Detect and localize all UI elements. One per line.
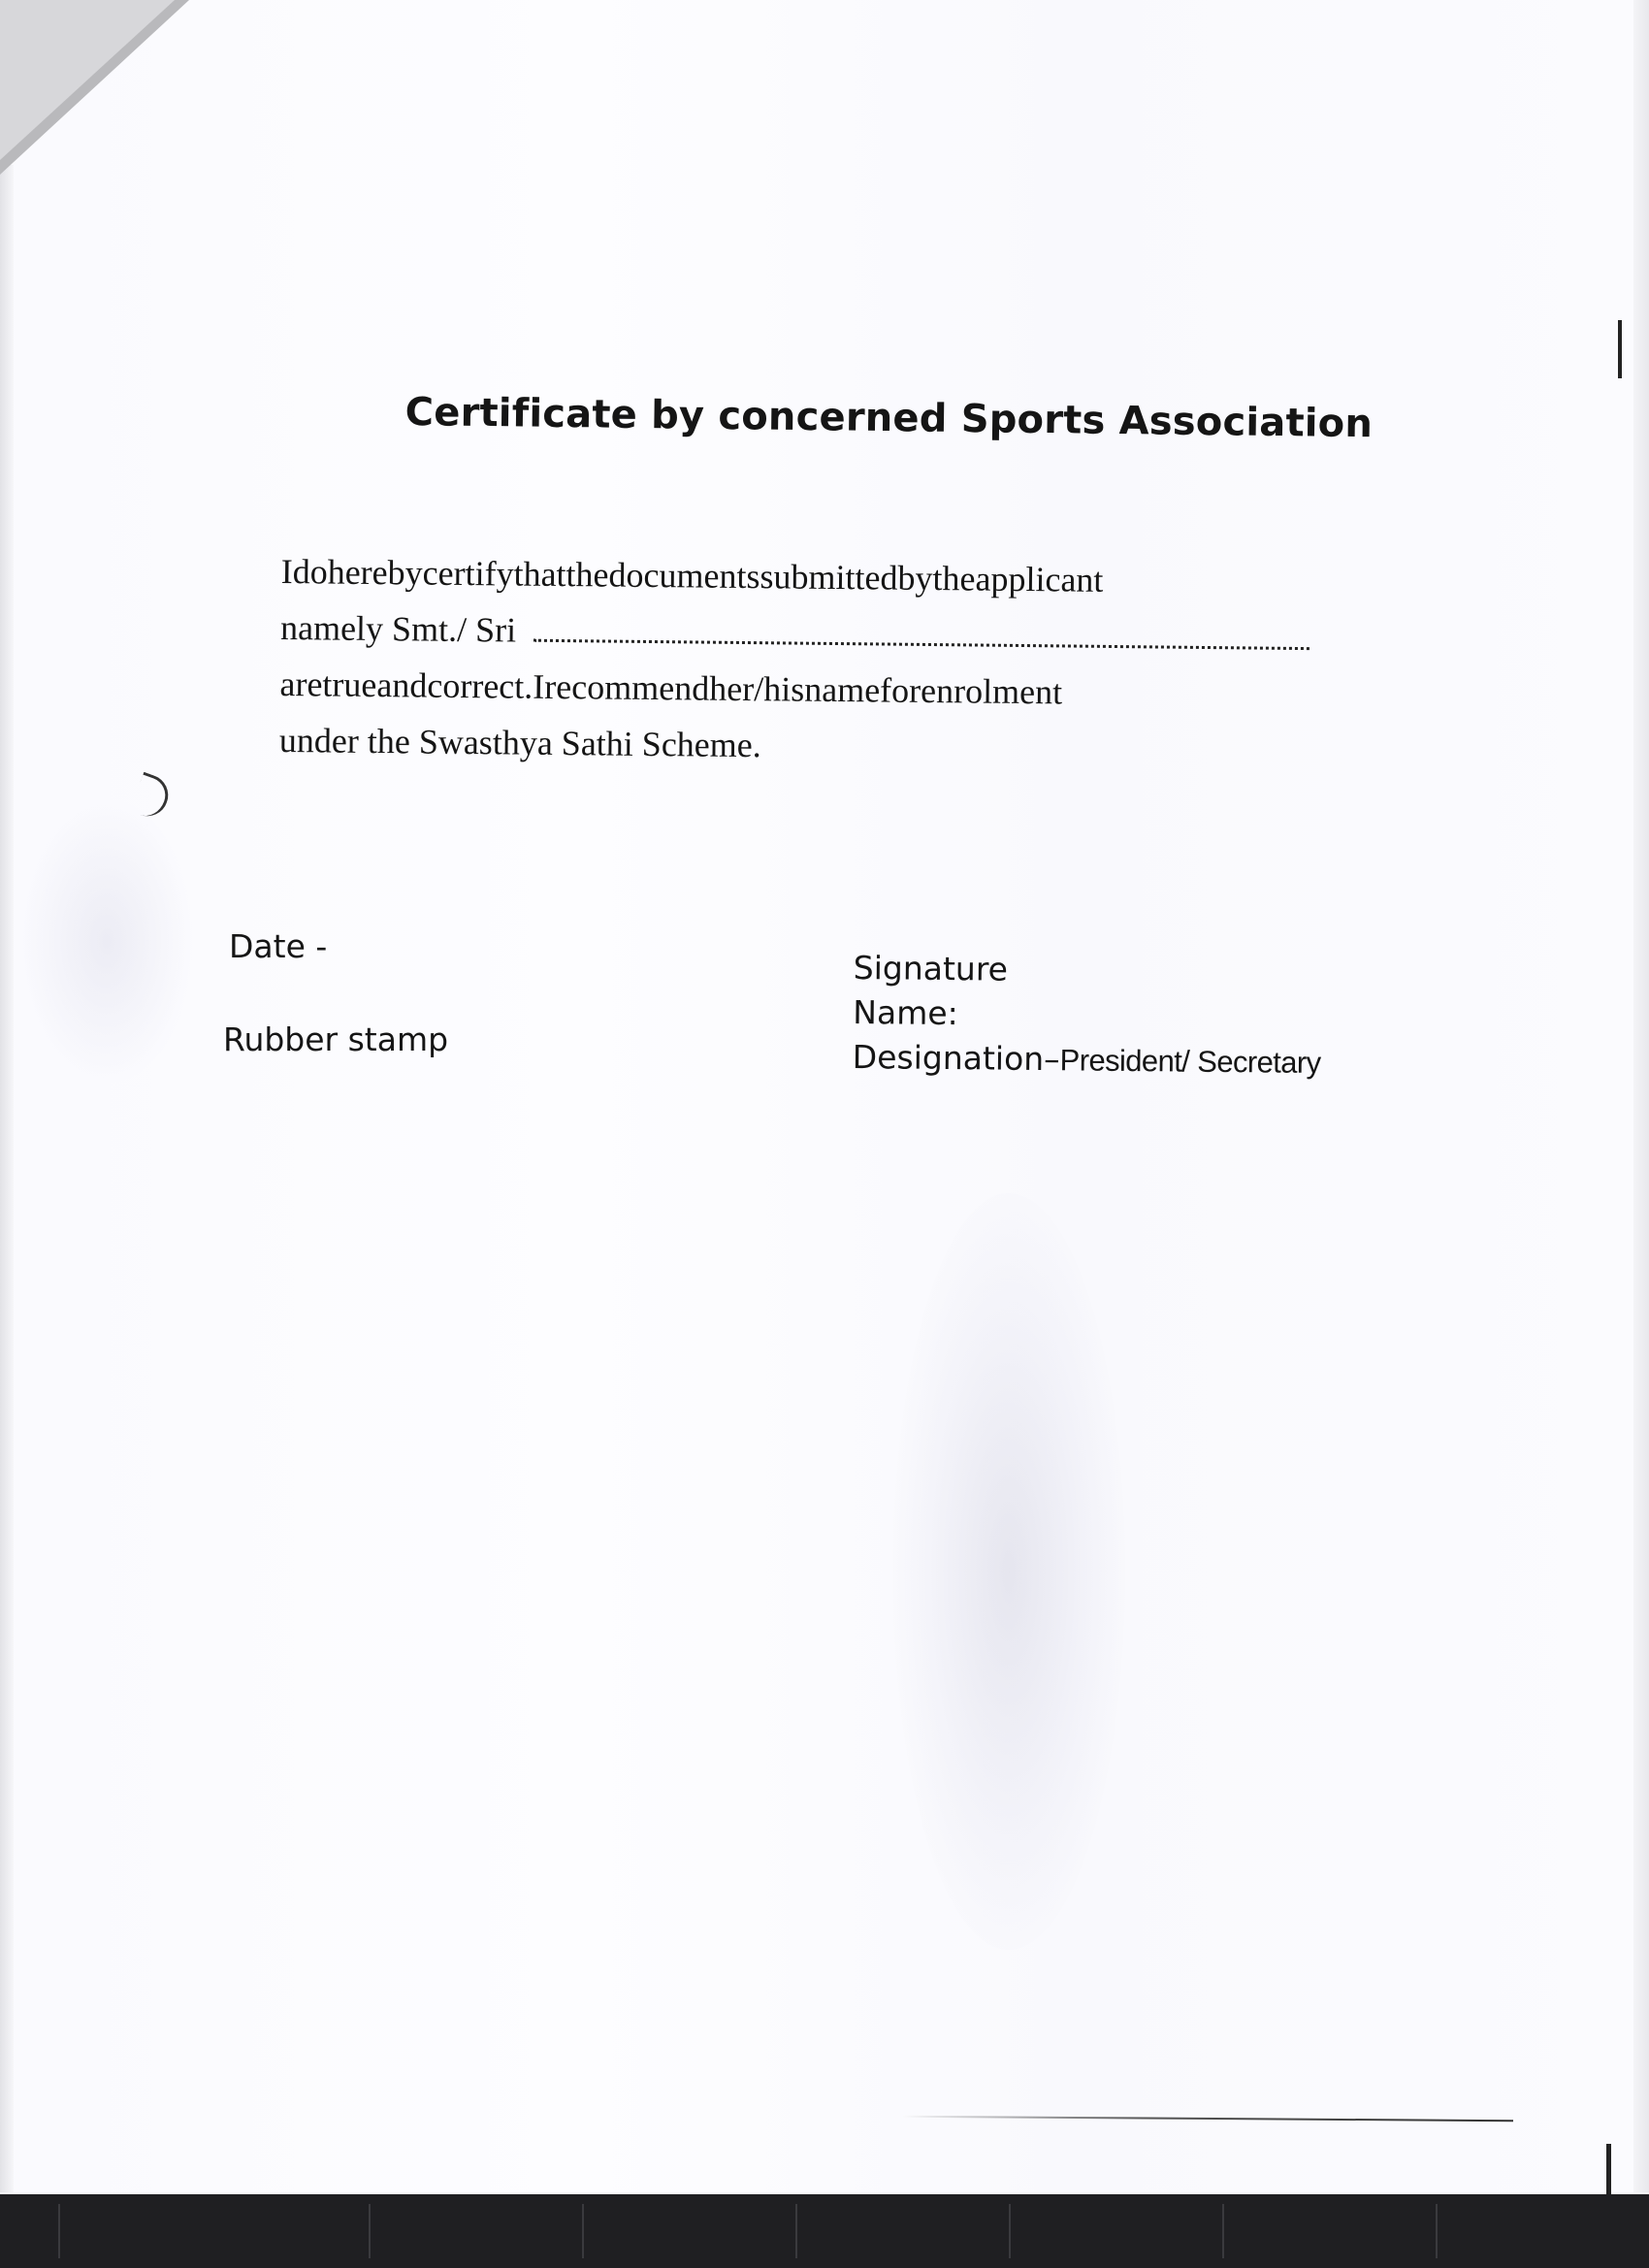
paragraph-word: certify bbox=[422, 553, 514, 594]
paragraph-word: true bbox=[322, 664, 377, 705]
paragraph-word: and bbox=[376, 665, 428, 705]
applicant-name-prefix: namely Smt./ Sri bbox=[279, 607, 517, 650]
paragraph-word: / bbox=[753, 669, 764, 709]
scanner-rib bbox=[795, 2204, 797, 2258]
paragraph-word: documents bbox=[608, 555, 760, 597]
paragraph-word: the bbox=[566, 555, 609, 595]
paragraph-word: for bbox=[879, 670, 922, 710]
scanner-rib bbox=[58, 2204, 60, 2258]
edge-mark-bottom bbox=[1606, 2144, 1611, 2197]
scanner-bed-strip bbox=[0, 2194, 1649, 2268]
scan-smudge-left bbox=[19, 795, 194, 1086]
applicant-name-field bbox=[534, 606, 1310, 650]
paragraph-word: correct. bbox=[427, 665, 534, 706]
edge-mark bbox=[1618, 320, 1622, 378]
paper-sheet bbox=[14, 0, 1633, 2192]
designation-line bbox=[853, 1035, 1321, 1085]
scanner-rib bbox=[582, 2204, 584, 2258]
rubber-stamp-label: Rubber stamp bbox=[223, 1021, 449, 1058]
paper-left-edge bbox=[0, 165, 14, 2192]
paragraph-word: by bbox=[897, 558, 933, 599]
scanner-rib bbox=[1009, 2204, 1011, 2258]
paragraph-word: do bbox=[292, 552, 328, 592]
paragraph-word: are bbox=[279, 664, 323, 704]
paragraph-word: her bbox=[709, 668, 755, 709]
certificate-title: Certificate by concerned Sports Association bbox=[404, 390, 1374, 447]
paragraph-line-4: under the Swasthya Sathi Scheme. bbox=[278, 720, 761, 765]
folded-corner-inner bbox=[0, 0, 175, 160]
paragraph-word: that bbox=[513, 554, 566, 595]
paper-right-edge bbox=[1633, 0, 1649, 2192]
paragraph-word: the bbox=[932, 559, 976, 599]
paragraph-word: I bbox=[280, 551, 293, 592]
scanner-rib bbox=[1436, 2204, 1438, 2258]
paragraph-word: hereby bbox=[327, 552, 423, 593]
name-label: Name: bbox=[853, 992, 958, 1033]
scan-smudge bbox=[892, 1193, 1125, 1950]
certificate-paragraph bbox=[279, 543, 1368, 780]
signature-label: Signature bbox=[853, 948, 1009, 988]
signature-block bbox=[853, 946, 1322, 1085]
designation-roles: President/ Secretary bbox=[1059, 1043, 1321, 1081]
paragraph-word: enrolment bbox=[920, 670, 1063, 712]
scanner-rib bbox=[369, 2204, 371, 2258]
paragraph-word: submitted bbox=[760, 557, 898, 598]
paragraph-word: recommend bbox=[544, 666, 710, 708]
paragraph-word: applicant bbox=[975, 559, 1104, 599]
scanner-rib bbox=[1222, 2204, 1224, 2258]
paragraph-word: I bbox=[533, 666, 545, 706]
date-label: Date - bbox=[229, 927, 328, 965]
paragraph-word: his bbox=[762, 669, 805, 709]
designation-label: Designation– bbox=[852, 1037, 1060, 1079]
paragraph-word: name bbox=[804, 669, 881, 710]
